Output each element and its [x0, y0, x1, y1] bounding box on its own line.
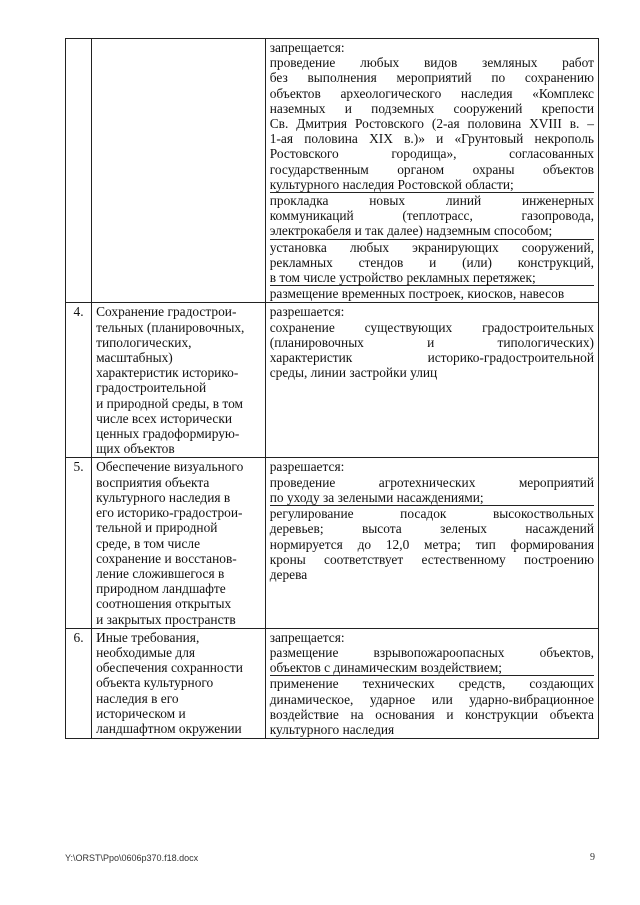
regime-line: объектов с динамическим воздействием;: [269, 660, 502, 676]
regime-line: проведение агротехнических мероприятий: [269, 474, 594, 490]
regime-item: [270, 320, 594, 381]
regime-heading: разрешается:: [269, 304, 345, 320]
requirement-name-line: и природной среды, в том: [96, 395, 243, 411]
row-number-cell: [66, 39, 92, 303]
requirement-name-line: восприятия объекта: [96, 474, 210, 490]
requirement-name-line: ление сложившегося в: [96, 565, 225, 581]
table-row-continuation: [66, 39, 599, 303]
requirement-name-line: природном ландшафте: [96, 581, 226, 597]
page-number: 9: [590, 852, 595, 863]
regime-line: рекламных стендов и (или) конструкций,: [269, 254, 594, 270]
regime-items: [270, 645, 594, 737]
regime-line: проведение любых видов земляных работ: [269, 55, 594, 71]
requirement-name-line: Обеспечение визуального: [96, 459, 244, 475]
regime-heading: запрещается:: [269, 40, 345, 55]
regime-cell: [265, 458, 598, 628]
requirement-name-line: градостроительной: [96, 380, 207, 396]
requirements-table-body: [66, 39, 599, 739]
requirement-name-line: необходимые для: [96, 644, 196, 660]
requirement-name-line: Сохранение градострои-: [96, 304, 237, 320]
regime-line: по уходу за зелеными насаждениями;: [269, 489, 484, 505]
requirements-table: [65, 38, 599, 739]
requirement-name-line: масштабных): [96, 350, 173, 366]
requirement-name-line: среде, в том числе: [96, 535, 201, 551]
regime-line: деревьев; высота зеленых насаждений: [269, 521, 594, 537]
regime-line: Св. Дмитрия Ростовского (2-ая половина XVIII в. –: [269, 116, 594, 132]
regime-line: кроны соответствует естественному построению: [269, 551, 594, 567]
regime-cell: [265, 303, 598, 458]
requirement-name-line: ландшафтном окружении: [96, 720, 242, 736]
regime-line: динамическое, ударное или ударно-вибрационное: [269, 691, 594, 707]
regime-item: [270, 475, 594, 506]
regime-line: электрокабеля и так далее) надземным способом;: [269, 223, 553, 239]
requirement-name-line: обеспечения сохранности: [96, 660, 243, 676]
requirement-name-line: и закрытых пространств: [96, 611, 236, 627]
regime-line: культурного наследия Ростовской области;: [269, 176, 514, 192]
regime-line: прокладка новых линий инженерных: [269, 193, 594, 209]
regime-cell: [265, 628, 598, 738]
requirement-name-line: типологических,: [96, 334, 192, 350]
regime-heading: запрещается:: [269, 629, 345, 645]
regime-line: размещение временных построек, киосков, навесов: [269, 286, 565, 302]
requirement-name-cell: [92, 303, 266, 458]
regime-line: сохранение существующих градостроительных: [269, 319, 594, 335]
regime-item: [270, 676, 594, 737]
table-row: [66, 628, 599, 738]
regime-line: установка любых экранирующих сооружений,: [269, 239, 594, 255]
requirement-name-line: наследия в его: [96, 690, 179, 706]
regime-line: среды, линии застройки улиц: [269, 365, 438, 381]
regime-line: без выполнения мероприятий по сохранению: [269, 70, 594, 86]
regime-item: [270, 193, 594, 240]
requirement-name-line: характеристик историко-: [96, 365, 239, 381]
requirement-name-line: тельной и природной: [96, 520, 218, 536]
requirement-name-line: объекта культурного: [96, 675, 214, 691]
requirement-name-line: числе всех исторически: [96, 410, 233, 426]
requirement-name-line: его историко-градострои-: [96, 505, 243, 521]
regime-line: наземных и подземных сооружений крепости: [269, 100, 594, 116]
regime-line: характеристик историко-градостроительной: [269, 350, 594, 366]
requirement-name-line: соотношения открытых: [96, 596, 232, 612]
row-number: 4.: [66, 303, 92, 458]
regime-line: 1-ая половина XIX в.)» и «Грунтовый некрополь: [269, 131, 594, 147]
regime-line: нормируется до 12,0 метра; тип формирования: [269, 536, 594, 552]
regime-items: [270, 55, 594, 301]
regime-line: (планировочных и типологических): [269, 334, 594, 350]
footer-file-path: Y:\ORST\Ppo\0606p370.f18.docx: [65, 853, 199, 863]
regime-line: коммуникаций (теплотрасс, газопровода,: [269, 208, 594, 224]
requirement-name-cell: [92, 458, 266, 628]
regime-line: Ростовского городища», согласованных: [269, 146, 594, 162]
table-row: [66, 458, 599, 628]
regime-item: [270, 645, 594, 676]
regime-line: размещение взрывопожароопасных объектов,: [269, 644, 594, 660]
row-number: 5.: [66, 458, 92, 628]
regime-item: [270, 240, 594, 287]
regime-line: воздействие на основания и конструкции объекта: [269, 706, 594, 722]
regime-line: культурного наследия: [269, 721, 395, 737]
regime-line: дерева: [269, 566, 308, 582]
requirement-name-cell: [92, 628, 266, 738]
regime-item: [270, 55, 594, 193]
regime-heading: разрешается:: [269, 459, 345, 475]
requirement-name-line: сохранение и восстанов-: [96, 550, 237, 566]
regime-line: применение технических средств, создающих: [269, 676, 594, 692]
regime-line: объектов археологического наследия «Комплекс: [269, 85, 594, 101]
regime-item: [270, 506, 594, 582]
regime-line: государственным органом охраны объектов: [269, 161, 594, 177]
requirement-name-line: ценных градоформирую-: [96, 426, 240, 442]
regime-items: [270, 320, 594, 381]
requirement-name-cell: [92, 39, 266, 303]
requirement-name-line: тельных (планировочных,: [96, 319, 245, 335]
regime-cell: [265, 39, 598, 303]
requirement-name-line: историческом и: [96, 705, 186, 721]
regime-line: в том числе устройство рекламных перетяжек;: [269, 270, 536, 286]
requirement-name-line: щих объектов: [96, 441, 175, 457]
table-row: [66, 303, 599, 458]
requirement-name-line: Иные требования,: [96, 629, 200, 645]
row-number: 6.: [66, 628, 92, 738]
regime-items: [270, 475, 594, 582]
requirement-name-line: культурного наследия в: [96, 489, 231, 505]
regime-line: регулирование посадок высокоствольных: [269, 506, 594, 522]
regime-item: [270, 286, 594, 301]
